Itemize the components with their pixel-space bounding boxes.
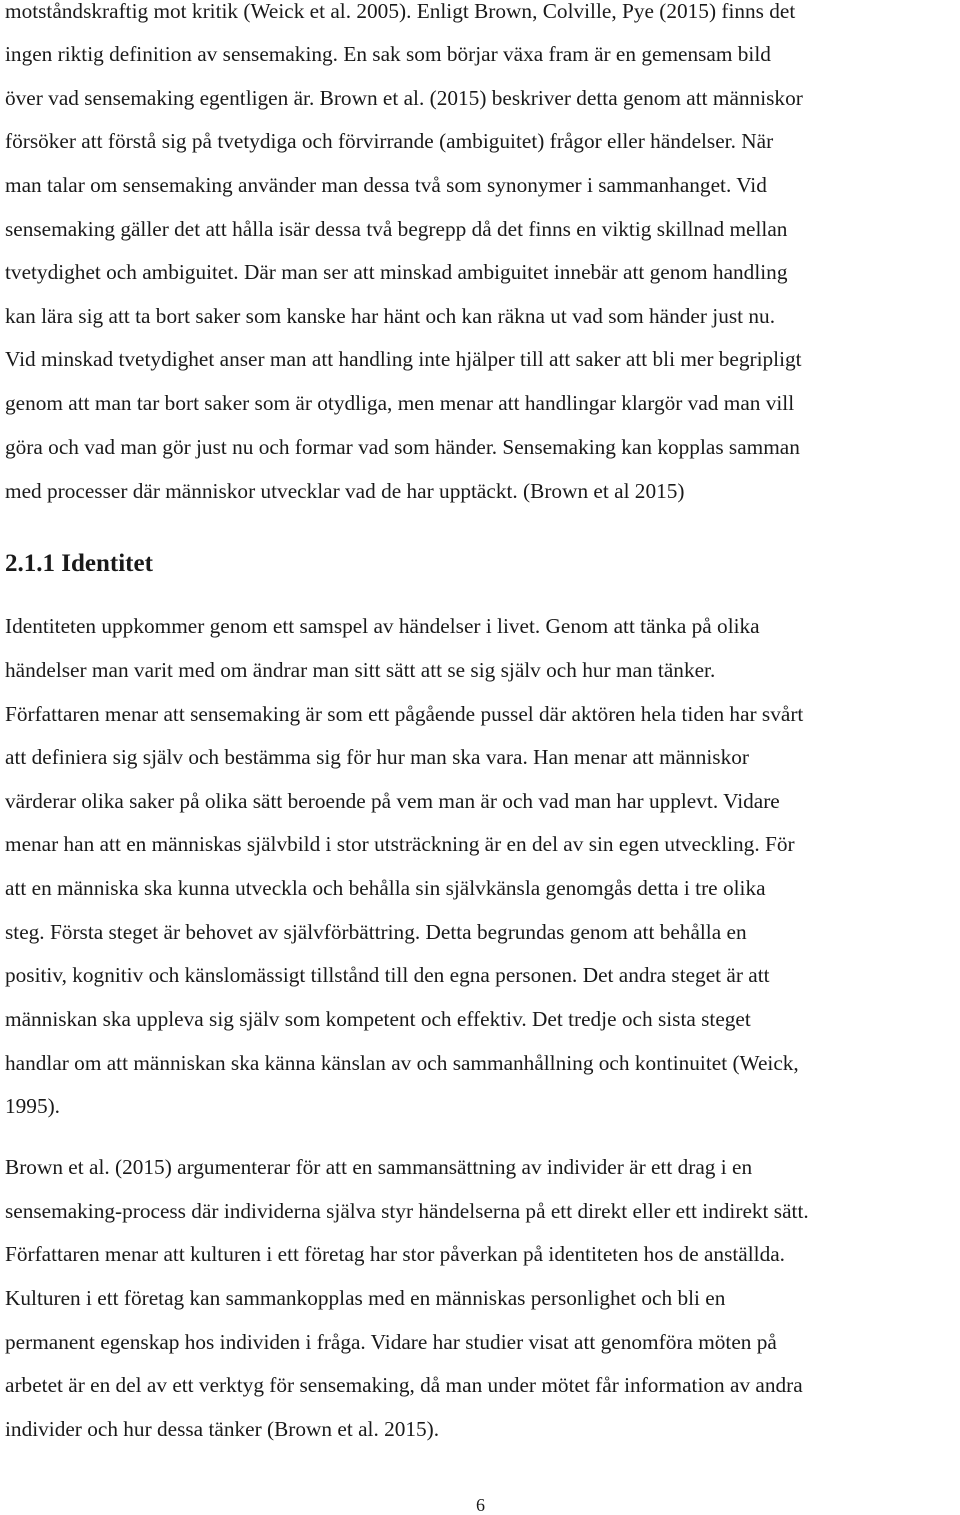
- text-line: Författaren menar att kulturen i ett företag har stor påverkan på identiteten hos de anställda.: [5, 1242, 785, 1266]
- text-line: försöker att förstå sig på tvetydiga och förvirrande (ambiguitet) frågor eller händelser. När: [5, 129, 774, 153]
- text-line: kan lära sig att ta bort saker som kanske har hänt och kan räkna ut vad som händer just nu.: [5, 304, 776, 328]
- text-line: över vad sensemaking egentligen är. Brown et al. (2015) beskriver detta genom att människor: [5, 86, 803, 110]
- page-number: 6: [476, 1495, 485, 1515]
- text-line: Identiteten uppkommer genom ett samspel av händelser i livet. Genom att tänka på olika: [5, 614, 760, 638]
- text-line: göra och vad man gör just nu och formar vad som händer. Sensemaking kan kopplas samman: [5, 435, 800, 459]
- text-line: sensemaking gäller det att hålla isär dessa två begrepp då det finns en viktig skillnad mellan: [5, 217, 788, 241]
- text-line: permanent egenskap hos individen i fråga. Vidare har studier visat att genomföra möten på: [5, 1330, 777, 1354]
- text-line: handlar om att människan ska känna känslan av och sammanhållning och kontinuitet (Weick,: [5, 1051, 799, 1075]
- text-line: man talar om sensemaking använder man dessa två som synonymer i sammanhanget. Vid: [5, 173, 767, 197]
- text-line: ingen riktig definition av sensemaking. En sak som börjar växa fram är en gemensam bild: [5, 42, 771, 66]
- text-line: värderar olika saker på olika sätt beroende på vem man är och vad man har upplevt. Vidare: [5, 789, 780, 813]
- text-line: steg. Första steget är behovet av självförbättring. Detta begrundas genom att behålla en: [5, 920, 747, 944]
- text-line: individer och hur dessa tänker (Brown et al. 2015).: [5, 1417, 440, 1441]
- text-line: människan ska uppleva sig själv som kompetent och effektiv. Det tredje och sista steget: [5, 1007, 751, 1031]
- text-line: sensemaking-process där individerna själva styr händelserna på ett direkt eller ett indirekt sätt.: [5, 1199, 809, 1223]
- text-line: motståndskraftig mot kritik (Weick et al. 2005). Enligt Brown, Colville, Pye (2015) finns det: [5, 0, 796, 23]
- text-line: menar han att en människas självbild i stor utsträckning är en del av sin egen utveckling. För: [5, 832, 795, 856]
- text-line: Vid minskad tvetydighet anser man att handling inte hjälper till att saker att bli mer begripligt: [5, 347, 802, 371]
- text-line: positiv, kognitiv och känslomässigt tillstånd till den egna personen. Det andra steget är att: [5, 963, 770, 987]
- text-line: att definiera sig själv och bestämma sig för hur man ska vara. Han menar att människor: [5, 745, 749, 769]
- text-line: genom att man tar bort saker som är otydliga, men menar att handlingar klargör vad man vill: [5, 391, 795, 415]
- text-line: Kulturen i ett företag kan sammankopplas med en människas personlighet och bli en: [5, 1286, 726, 1310]
- text-line: Författaren menar att sensemaking är som ett pågående pussel där aktören hela tiden har svårt: [5, 702, 804, 726]
- text-line: 1995).: [5, 1094, 61, 1118]
- text-line: att en människa ska kunna utveckla och behålla sin självkänsla genomgås detta i tre olika: [5, 876, 766, 900]
- section-heading: 2.1.1 Identitet: [5, 550, 153, 577]
- text-line: Brown et al. (2015) argumenterar för att en sammansättning av individer är ett drag i en: [5, 1155, 753, 1179]
- text-line: med processer där människor utvecklar vad de har upptäckt. (Brown et al 2015): [5, 479, 685, 503]
- text-line: arbetet är en del av ett verktyg för sensemaking, då man under mötet får information av andra: [5, 1373, 803, 1397]
- text-line: tvetydighet och ambiguitet. Där man ser att minskad ambiguitet innebär att genom handling: [5, 260, 788, 284]
- text-line: händelser man varit med om ändrar man sitt sätt att se sig själv och hur man tänker.: [5, 658, 716, 682]
